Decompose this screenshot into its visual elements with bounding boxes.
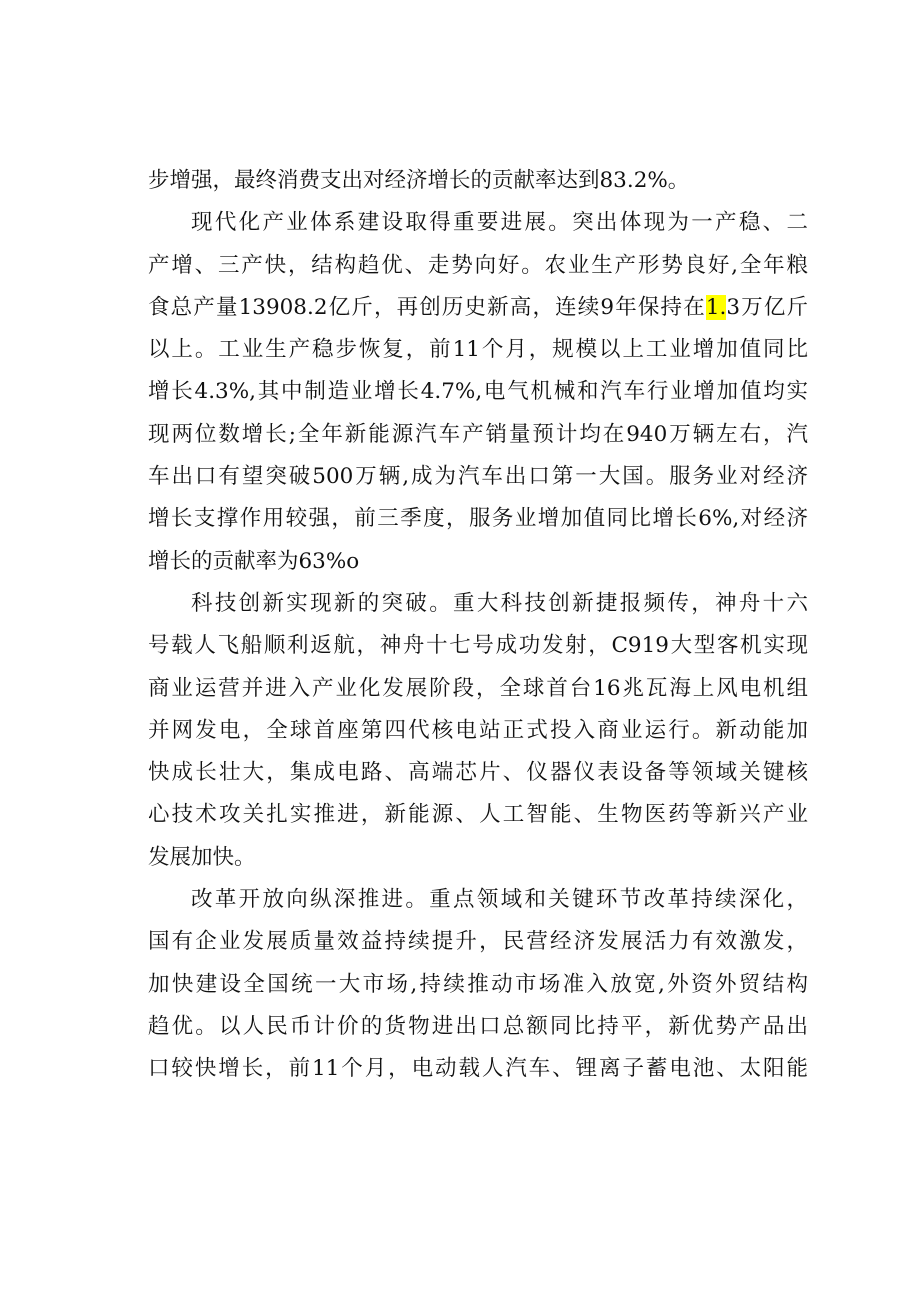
text-line: 现两位数增长;全年新能源汽车产销量预计均在940万辆左右，汽 [148,421,808,447]
text-line: 加快建设全国统一大市场,持续推动市场准入放宽,外资外贸结构 [148,971,808,997]
text-line-with-highlight [148,287,808,329]
text-line: 产增、三产快，结构趋优、走势向好。农业生产形势良好,全年粮 [148,252,808,278]
text-line: 车出口有望突破500万辆,成为汽车出口第一大国。服务业对经济 [148,464,808,490]
text-line: 步增强，最终消费支出对经济增长的贡献率达到83.2%。 [148,168,690,193]
paragraph-start-line: 改革开放向纵深推进。重点领域和关键环节改革持续深化， [191,887,808,913]
text-segment: 3万亿斤 [726,294,808,320]
body-text [148,160,808,1091]
text-line: 增长4.3%,其中制造业增长4.7%,电气机械和汽车行业增加值均实 [148,379,808,405]
text-line: 号载人飞船顺利返航，神舟十七号成功发射，C919大型客机实现 [148,633,808,659]
text-line: 并网发电，全球首座第四代核电站正式投入商业运行。新动能加 [148,717,808,743]
text-line: 以上。工业生产稳步恢复，前11个月，规模以上工业增加值同比 [148,337,808,363]
text-line: 口较快增长，前11个月，电动载人汽车、锂离子蓄电池、太阳能 [148,1056,808,1082]
text-line: 国有企业发展质量效益持续提升，民营经济发展活力有效激发， [148,929,808,955]
text-line: 增长支撑作用较强，前三季度，服务业增加值同比增长6%,对经济 [148,506,808,532]
text-line: 快成长壮大，集成电路、高端芯片、仪器仪表设备等领域关键核 [148,760,808,786]
text-line: 增长的贡献率为63%o [148,548,360,574]
text-line: 商业运营并进入产业化发展阶段，全球首台16兆瓦海上风电机组 [148,675,808,701]
text-line: 发展加快。 [148,844,256,870]
highlighted-text: 1. [705,294,727,320]
text-segment: 食总产量13908.2亿斤，再创历史新高，连续9年保持在 [148,294,706,320]
text-line: 趋优。以人民币计价的货物进出口总额同比持平，新优势产品出 [148,1013,808,1039]
paragraph-start-line: 现代化产业体系建设取得重要进展。突出体现为一产稳、二 [191,210,808,236]
text-line: 心技术攻关扎实推进，新能源、人工智能、生物医药等新兴产业 [148,802,808,828]
paragraph-start-line: 科技创新实现新的突破。重大科技创新捷报频传，神舟十六 [191,590,808,616]
